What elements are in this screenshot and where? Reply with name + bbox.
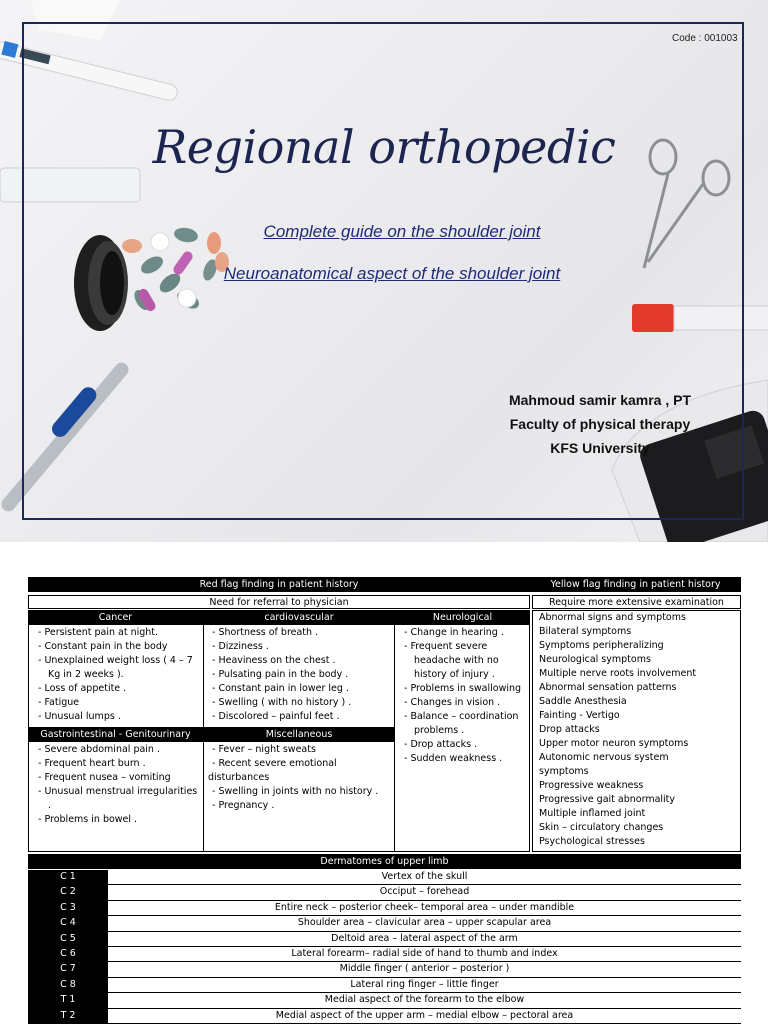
dermatome-area: Lateral forearm– radial side of hand to thumb and index (108, 947, 741, 961)
dermatome-level: C 2 (28, 885, 108, 899)
list-item: - Pregnancy . (208, 799, 392, 813)
dermatome-level: C 5 (28, 932, 108, 946)
clinical-tables (28, 577, 741, 1024)
list-item: - Fatigue (34, 696, 200, 710)
dermatome-area: Middle finger ( anterior – posterior ) (108, 962, 741, 976)
dermatome-area: Shoulder area – clavicular area – upper scapular area (108, 916, 741, 930)
list-item: symptoms (539, 766, 589, 777)
dermatome-level: C 4 (28, 916, 108, 930)
list-item: Drop attacks (539, 724, 600, 735)
list-item: - Swelling in joints with no history . (208, 785, 392, 799)
yellow-flag-header: Yellow flag finding in patient history (530, 577, 741, 592)
cardio-list (208, 626, 392, 724)
list-item: - Problems in bowel . (34, 813, 200, 827)
list-item: - Unexplained weight loss ( 4 – 7 Kg in 2 weeks ). (34, 654, 200, 682)
list-item: Psychological stresses (539, 836, 645, 847)
list-item: - Persistent pain at night. (34, 626, 200, 640)
list-item: - Discolored – painful feet . (208, 710, 392, 724)
list-item: - Change in hearing . (400, 626, 528, 640)
list-item: - Dizziness . (208, 640, 392, 654)
gi-list (34, 743, 200, 827)
list-item: Fainting - Vertigo (539, 710, 620, 721)
dermatomes-table (28, 870, 741, 1024)
list-item: - Constant pain in the body (34, 640, 200, 654)
red-flag-header: Red flag finding in patient history (28, 577, 530, 592)
list-item: - Pulsating pain in the body . (208, 668, 392, 682)
dermatome-area: Deltoid area – lateral aspect of the arm (108, 932, 741, 946)
list-item: - Loss of appetite . (34, 682, 200, 696)
table-row (28, 947, 741, 962)
divider (394, 610, 395, 852)
list-item: Skin – circulatory changes (539, 822, 664, 833)
list-item: - Drop attacks . (400, 738, 528, 752)
dermatome-level: T 1 (28, 993, 108, 1007)
category-cancer-title: Cancer (28, 610, 203, 625)
list-item: - Changes in vision . (400, 696, 528, 710)
list-item: - Heaviness on the chest . (208, 654, 392, 668)
list-item: - Constant pain in lower leg . (208, 682, 392, 696)
list-item: - Swelling ( with no history ) . (208, 696, 392, 710)
list-item: Upper motor neuron symptoms (539, 738, 689, 749)
category-misc-title: Miscellaneous (204, 727, 394, 742)
list-item: - Problems in swallowing (400, 682, 528, 696)
list-item: - Frequent nusea – vomiting (34, 771, 200, 785)
table-row (28, 870, 741, 885)
list-item: - Shortness of breath . (208, 626, 392, 640)
neuro-list (400, 626, 528, 766)
red-flag-subheader: Need for referral to physician (28, 595, 530, 609)
dermatome-area: Vertex of the skull (108, 870, 741, 884)
table-row (28, 962, 741, 977)
list-item: - Unusual lumps . (34, 710, 200, 724)
cancer-list (34, 626, 200, 724)
dermatome-area: Medial aspect of the upper arm – medial elbow – pectoral area (108, 1009, 741, 1023)
table-row (28, 993, 741, 1008)
list-item: Multiple nerve roots involvement (539, 668, 697, 679)
yellow-flag-subheader: Require more extensive examination (532, 595, 741, 609)
dermatome-level: C 6 (28, 947, 108, 961)
dermatome-area: Occiput – forehead (108, 885, 741, 899)
table-row (28, 885, 741, 900)
yellow-flag-list (532, 610, 741, 852)
subtitle-neuroanatomy[interactable]: Neuroanatomical aspect of the shoulder joint (223, 264, 561, 283)
list-item: - Unusual menstrual irregularities . (34, 785, 200, 813)
list-item: Bilateral symptoms (539, 626, 632, 637)
dermatome-level: T 2 (28, 1009, 108, 1023)
table-row (28, 916, 741, 931)
list-item: - Severe abdominal pain . (34, 743, 200, 757)
dermatome-area: Entire neck – posterior cheek– temporal area – under mandible (108, 901, 741, 915)
table-row (28, 901, 741, 916)
misc-list (208, 743, 392, 813)
list-item: Abnormal signs and symptoms (539, 612, 686, 623)
list-item: Saddle Anesthesia (539, 696, 627, 707)
list-item: - Fever – night sweats (208, 743, 392, 757)
list-item: Progressive weakness (539, 780, 644, 791)
dermatomes-header: Dermatomes of upper limb (28, 854, 741, 869)
dermatome-level: C 3 (28, 901, 108, 915)
document-code: Code : 001003 (672, 33, 738, 44)
category-neuro-title: Neurological (395, 610, 530, 625)
subtitle-shoulder-guide[interactable]: Complete guide on the shoulder joint (263, 222, 541, 241)
page-title: Regional orthopedic (152, 120, 616, 174)
dermatome-area: Lateral ring finger – little finger (108, 978, 741, 992)
list-item: Autonomic nervous system (539, 752, 669, 763)
list-item-continuation: disturbances (208, 772, 270, 783)
dermatome-level: C 7 (28, 962, 108, 976)
dermatome-level: C 8 (28, 978, 108, 992)
list-item: - Frequent severe headache with no history of injury . (400, 640, 528, 682)
list-item: Symptoms peripheralizing (539, 640, 664, 651)
table-row (28, 1009, 741, 1024)
category-cardio-title: cardiovascular (204, 610, 394, 625)
author-university: KFS University (550, 440, 650, 456)
dermatome-area: Medial aspect of the forearm to the elbow (108, 993, 741, 1007)
list-item: Neurological symptoms (539, 654, 651, 665)
category-gi-title: Gastrointestinal - Genitourinary (28, 727, 203, 742)
list-item: Progressive gait abnormality (539, 794, 676, 805)
list-item: Abnormal sensation patterns (539, 682, 677, 693)
table-row (28, 978, 741, 993)
list-item: Multiple inflamed joint (539, 808, 646, 819)
dermatome-level: C 1 (28, 870, 108, 884)
list-item: - Frequent heart burn . (34, 757, 200, 771)
list-item: - Balance – coordination problems . (400, 710, 528, 738)
list-item: - Sudden weakness . (400, 752, 528, 766)
author-name: Mahmoud samir kamra , PT (508, 392, 692, 408)
author-faculty: Faculty of physical therapy (509, 416, 691, 432)
table-row (28, 932, 741, 947)
list-item: - Recent severe emotional (208, 757, 392, 771)
